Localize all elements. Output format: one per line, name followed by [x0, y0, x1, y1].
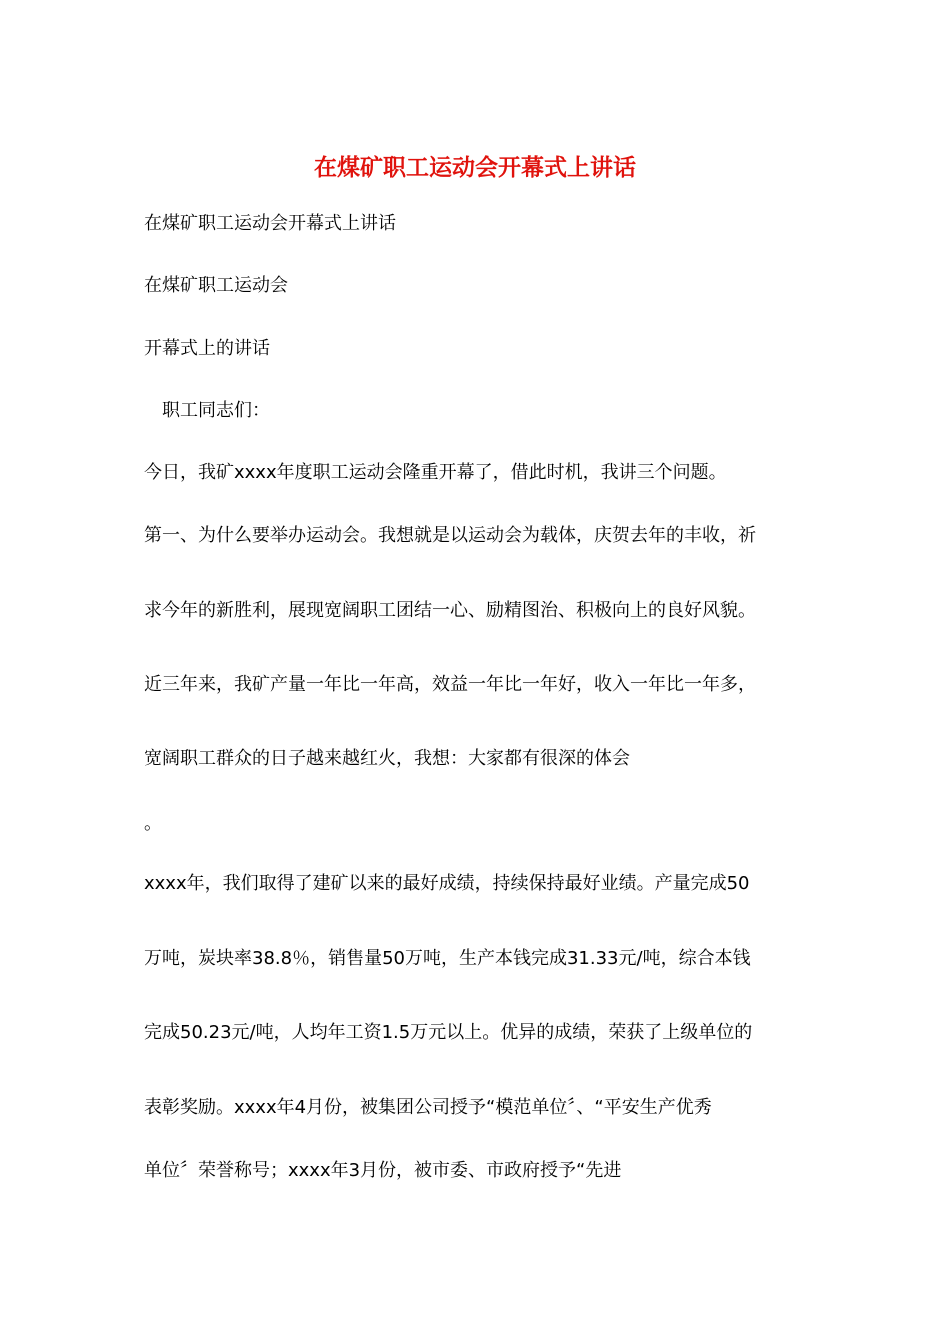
document-title: 在煤矿职工运动会开幕式上讲话 — [314, 154, 636, 181]
body-line-10: 。 — [144, 813, 162, 834]
body-line-8: 近三年来，我矿产量一年比一年高，效益一年比一年好，收入一年比一年多， — [144, 674, 756, 695]
body-line-11: xxxx年，我们取得了建矿以来的最好成绩，持续保持最好业绩。产量完成50 — [144, 873, 750, 894]
body-line-12: 万吨，炭块率38.8％，销售量50万吨，生产本钱完成31.33元/吨，综合本钱 — [144, 948, 751, 969]
body-line-14: 表彰奖励。xxxx年4月份，被集团公司授予“模范单位〞、“平安生产优秀 — [144, 1097, 712, 1118]
body-line-13: 完成50.23元/吨，人均年工资1.5万元以上。优异的成绩，荣获了上级单位的 — [144, 1022, 753, 1043]
body-line-9: 宽阔职工群众的日子越来越红火，我想：大家都有很深的体会 — [144, 748, 630, 769]
body-line-5: 今日，我矿xxxx年度职工运动会隆重开幕了，借此时机，我讲三个问题。 — [144, 462, 727, 483]
body-line-15: 单位〞荣誉称号；xxxx年3月份，被市委、市政府授予“先进 — [144, 1160, 622, 1181]
body-line-7: 求今年的新胜利，展现宽阔职工团结一心、励精图治、积极向上的良好风貌。 — [144, 600, 756, 621]
body-line-4: 职工同志们： — [144, 400, 270, 421]
body-line-2: 在煤矿职工运动会 — [144, 275, 288, 296]
body-line-6: 第一、为什么要举办运动会。我想就是以运动会为载体，庆贺去年的丰收，祈 — [144, 525, 756, 546]
body-line-3: 开幕式上的讲话 — [144, 338, 270, 359]
body-line-1: 在煤矿职工运动会开幕式上讲话 — [144, 213, 396, 234]
